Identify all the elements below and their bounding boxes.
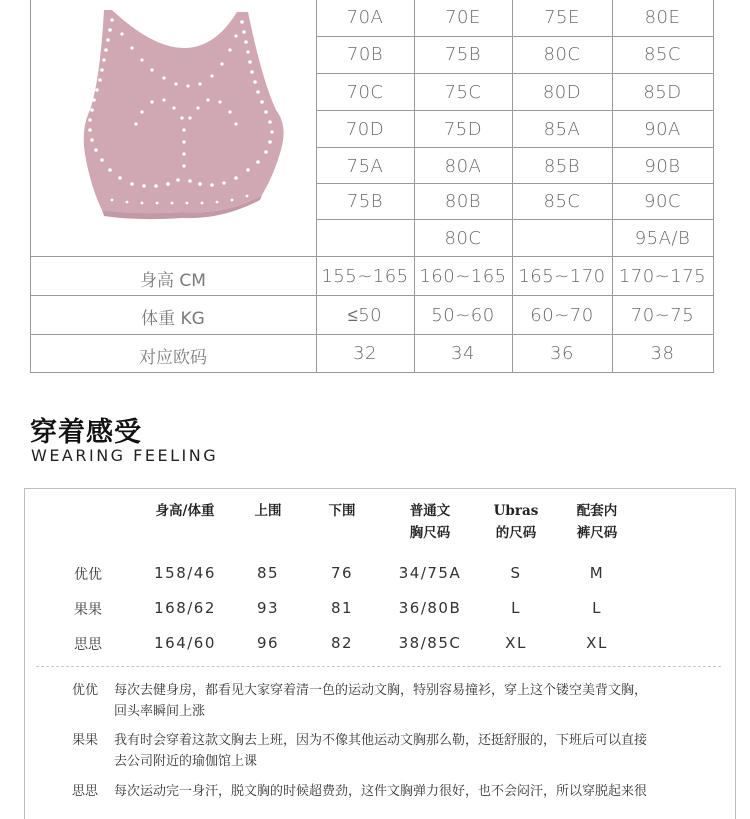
- header-regular-bra-size: 普通文 胸尺码: [409, 503, 451, 541]
- grid-line: [30, 334, 714, 335]
- cup-size-cell: 70A: [346, 7, 384, 28]
- height-value: 155~165: [321, 266, 409, 287]
- grid-line: [30, 372, 714, 373]
- grid-line: [316, 147, 713, 148]
- grid-line: [316, 73, 713, 74]
- weight-value: 70~75: [630, 305, 695, 326]
- eu-size-value: 38: [650, 343, 675, 364]
- cup-size-cell: 70D: [345, 119, 385, 140]
- eu-size-value: 32: [353, 343, 377, 364]
- review-name: 果果: [72, 733, 99, 748]
- review-text: 每次去健身房，都看见大家穿着清一色的运动文胸，特别容易撞衫，穿上这个镂空美背文胸， 回头率瞬间上涨: [114, 683, 648, 719]
- size-table: [30, 0, 714, 373]
- height-weight-value: 164/60: [154, 634, 216, 652]
- height-weight-value: 168/62: [154, 599, 216, 617]
- grid-line: [316, 219, 713, 220]
- cup-size-cell: 85A: [543, 119, 581, 140]
- grid-line: [316, 183, 713, 184]
- review-name: 思思: [72, 784, 99, 799]
- row-label-height: 身高 CM: [140, 271, 206, 291]
- cup-size-cell: 90A: [644, 119, 681, 140]
- cup-size-cell: 95A/B: [634, 228, 691, 249]
- row-label-eu-size: 对应欧码: [139, 348, 207, 368]
- review-text: 每次运动完一身汗，脱文胸的时候超费劲，这件文胸弹力很好，也不会闷汗，所以穿脱起来很: [114, 784, 648, 799]
- header-bust: 上围: [254, 503, 282, 519]
- cup-size-cell: 80B: [444, 191, 482, 212]
- height-value: 160~165: [419, 266, 507, 287]
- bust-value: 85: [256, 564, 280, 582]
- cup-size-cell: 90C: [644, 191, 681, 212]
- cup-size-cell: 85C: [543, 191, 581, 212]
- bra-body: [84, 10, 284, 213]
- underbust-value: 76: [330, 564, 354, 582]
- underbust-value: 82: [330, 634, 354, 652]
- cup-size-cell: 85B: [543, 156, 581, 177]
- grid-line: [316, 110, 713, 111]
- underwear-size-value: M: [589, 564, 605, 582]
- cup-size-cell: 75D: [443, 119, 483, 140]
- underwear-size-value: L: [592, 599, 602, 617]
- grid-line: [713, 0, 714, 373]
- section-subtitle: WEARING FEELING: [31, 446, 219, 465]
- underwear-size-value: XL: [586, 634, 608, 652]
- cup-size-cell: 90B: [644, 156, 681, 177]
- cup-size-cell: 75C: [444, 82, 482, 103]
- ubras-size-value: L: [511, 599, 521, 617]
- cup-size-cell: 75E: [544, 7, 580, 28]
- cup-size-cell: 70B: [346, 44, 384, 65]
- weight-value: 50~60: [431, 305, 495, 326]
- regular-bra-size-value: 34/75A: [398, 564, 462, 582]
- header-height-weight: 身高/体重: [155, 503, 215, 519]
- grid-line: [30, 256, 714, 257]
- review-text: 我有时会穿着这款文胸去上班，因为不像其他运动文胸那么勒，还挺舒服的，下班后可以直接 去公司附近的瑜伽馆上课: [114, 733, 648, 769]
- cup-size-cell: 75B: [346, 191, 384, 212]
- bust-value: 96: [256, 634, 280, 652]
- regular-bra-size-value: 36/80B: [398, 599, 462, 617]
- bust-value: 93: [256, 599, 280, 617]
- cup-size-cell: 80C: [444, 228, 482, 249]
- height-value: 170~175: [618, 266, 707, 287]
- cup-size-cell: 80D: [542, 82, 582, 103]
- tester-name: 果果: [74, 602, 102, 618]
- grid-line: [316, 36, 713, 37]
- regular-bra-size-value: 38/85C: [398, 634, 462, 652]
- divider: [36, 666, 721, 667]
- cup-size-cell: 85C: [644, 44, 681, 65]
- cup-size-cell: 70E: [445, 7, 481, 28]
- cup-size-cell: 80C: [543, 44, 581, 65]
- weight-value: ≤50: [347, 305, 383, 326]
- header-matching-underwear-size: 配套内 裤尺码: [576, 503, 618, 541]
- header-ubras-size: Ubras 的尺码: [493, 503, 539, 541]
- tester-name: 优优: [74, 567, 102, 583]
- row-label-weight: 体重 KG: [141, 309, 205, 329]
- cup-size-cell: 75A: [346, 156, 384, 177]
- cup-size-cell: 75B: [444, 44, 482, 65]
- section-title: 穿着感受: [30, 417, 142, 448]
- header-underbust: 下围: [328, 503, 356, 519]
- weight-value: 60~70: [530, 305, 594, 326]
- review-name: 优优: [72, 683, 99, 698]
- ubras-size-value: S: [510, 564, 522, 582]
- cup-size-cell: 70C: [346, 82, 384, 103]
- grid-line: [30, 295, 714, 296]
- cup-size-cell: 85D: [643, 82, 682, 103]
- eu-size-value: 34: [451, 343, 475, 364]
- eu-size-value: 36: [550, 343, 574, 364]
- product-bra-image: [52, 0, 312, 222]
- underbust-value: 81: [330, 599, 354, 617]
- cup-size-cell: 80E: [644, 7, 681, 28]
- tester-name: 思思: [74, 637, 102, 653]
- height-value: 165~170: [518, 266, 606, 287]
- height-weight-value: 158/46: [154, 564, 216, 582]
- cup-size-cell: 80A: [444, 156, 482, 177]
- ubras-size-value: XL: [505, 634, 527, 652]
